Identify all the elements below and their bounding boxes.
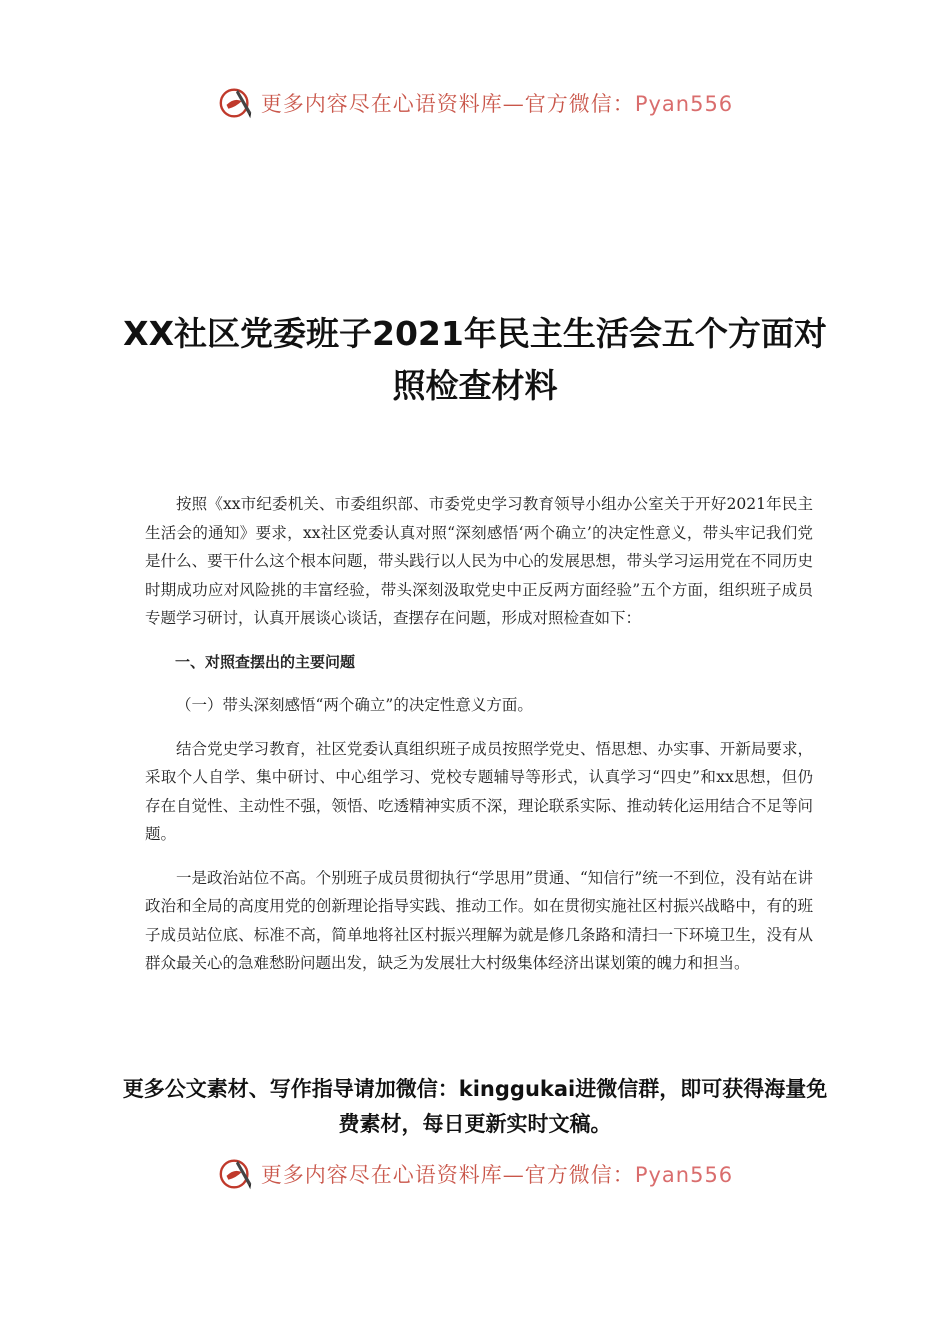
- document-title: XX社区党委班子2021年民主生活会五个方面对照检查材料: [123, 314, 827, 405]
- document-body: [145, 490, 813, 993]
- body-paragraph: 结合党史学习教育，社区党委认真组织班子成员按照学党史、悟思想、办实事、开新局要求，采取个人自学、集中研讨、中心组学习、党校专题辅导等形式，认真学习“四史”和xx思想，但仍存在自觉性、主动性不强，领悟、吃透精神实质不深，理论联系实际、推动转化运用结合不足等问题。: [145, 739, 813, 843]
- watermark-header: [0, 84, 950, 122]
- pen-logo-icon: [217, 84, 255, 122]
- promo-text: 更多公文素材、写作指导请加微信：kinggukai进微信群，即可获得海量免费素材，每日更新实时文稿。: [122, 1077, 828, 1136]
- body-paragraph: 一是政治站位不高。个别班子成员贯彻执行“学思用”贯通、“知信行”统一不到位，没有站在讲政治和全局的高度用党的创新理论指导实践、推动工作。如在贯彻实施社区村振兴战略中，有的班子成员站位底、标准不高，简单地将社区村振兴理解为就是修几条路和清扫一下环境卫生，没有从群众最关心的急难愁盼问题出发，缺乏为发展壮大村级集体经济出谋划策的魄力和担当。: [145, 868, 813, 972]
- watermark-text: 更多内容尽在心语资料库—官方微信：Pyan556: [260, 92, 734, 116]
- pen-logo-icon: [217, 1155, 255, 1193]
- watermark-footer: [0, 1155, 950, 1193]
- intro-paragraph: 按照《xx市纪委机关、市委组织部、市委党史学习教育领导小组办公室关于开好2021年民主生活会的通知》要求，xx社区党委认真对照“深刻感悟‘两个确立’的决定性意义，带头牢记我们党是什么、要干什么这个根本问题，带头践行以人民为中心的发展思想，带头学习运用党在不同历史时期成功应对风险挑的丰富经验，带头深刻汲取党史中正反两方面经验”五个方面，组织班子成员专题学习研讨，认真开展谈心谈话，查摆存在问题，形成对照检查如下：: [145, 495, 813, 627]
- subsection-heading: （一）带头深刻感悟“两个确立”的决定性意义方面。: [176, 696, 533, 714]
- watermark-text: 更多内容尽在心语资料库—官方微信：Pyan556: [260, 1163, 734, 1187]
- section-heading: 一、对照查摆出的主要问题: [175, 652, 356, 671]
